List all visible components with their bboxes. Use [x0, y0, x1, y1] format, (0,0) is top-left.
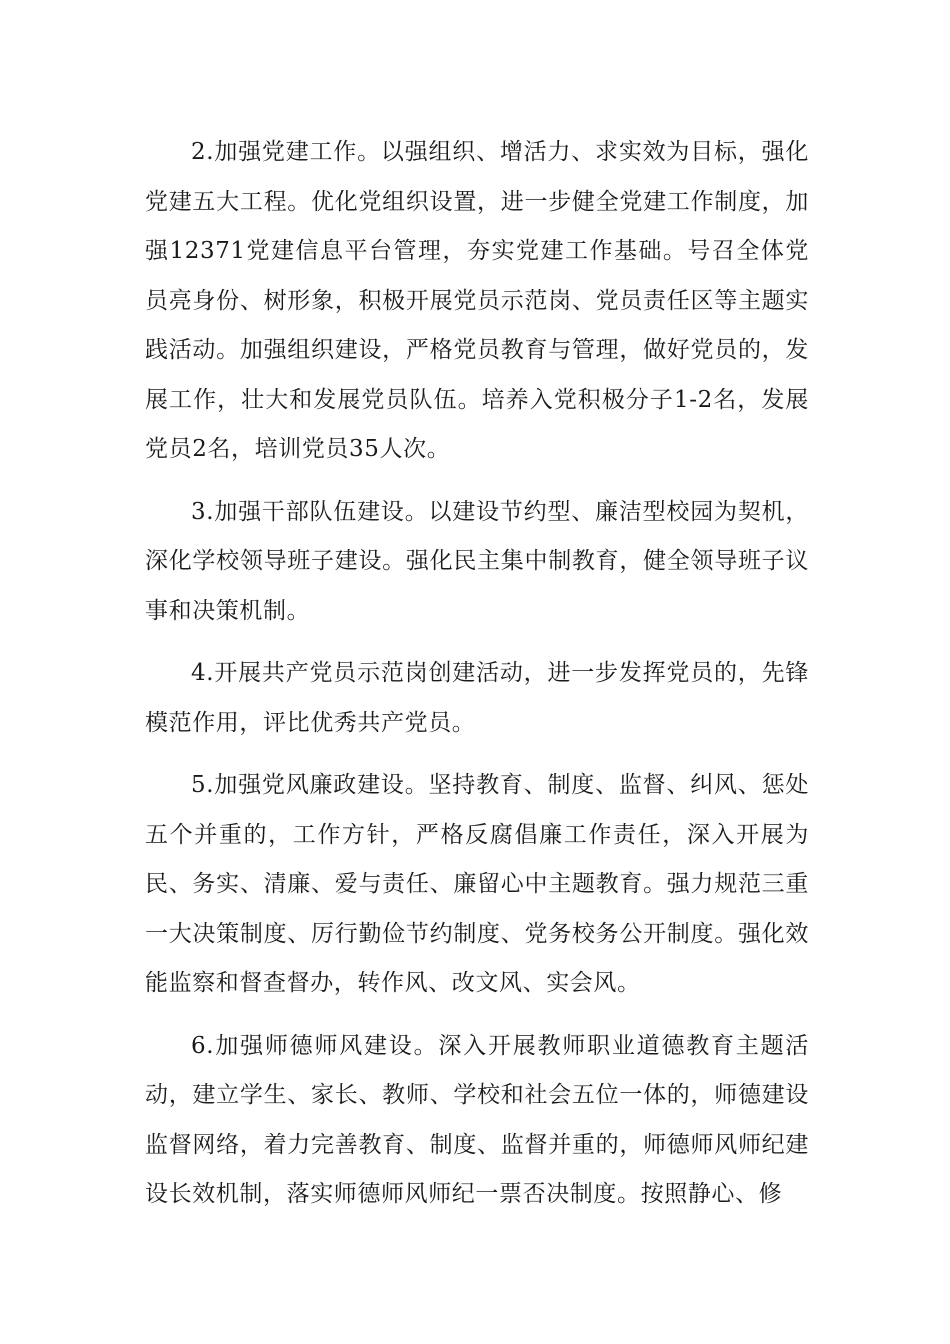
paragraph-2: 2.加强党建工作。以强组织、增活力、求实效为目标，强化党建五大工程。优化党组织设置，进一步健全党建工作制度，加强12371党建信息平台管理，夯实党建工作基础。号召全体党员亮身份、树形象，积极开展党员示范岗、党员责任区等主题实践活动。加强组织建设，严格党员教育与管理，做好党员的，发展工作，壮大和发展党员队伍。培养入党积极分子1-2名，发展党员2名，培训党员35人次。 [145, 139, 809, 462]
paragraph-4: 4.开展共产党员示范岗创建活动，进一步发挥党员的，先锋模范作用，评比优秀共产党员。 [145, 660, 809, 736]
paragraph-5: 5.加强党风廉政建设。坚持教育、制度、监督、纠风、惩处五个并重的，工作方针，严格反腐倡廉工作责任，深入开展为民、务实、清廉、爱与责任、廉留心中主题教育。强力规范三重一大决策制度、厉行勤俭节约制度、党务校务公开制度。强化效能监察和督查督办，转作风、改文风、实会风。 [145, 772, 809, 996]
document-body [145, 128, 809, 1233]
paragraph-3: 3.加强干部队伍建设。以建设节约型、廉洁型校园为契机，深化学校领导班子建设。强化民主集中制教育，健全领导班子议事和决策机制。 [145, 498, 809, 624]
paragraph-6: 6.加强师德师风建设。深入开展教师职业道德教育主题活动，建立学生、家长、教师、学校和社会五位一体的，师德建设监督网络，着力完善教育、制度、监督并重的，师德师风师纪建设长效机制，落实师德师风师纪一票否决制度。按照静心、修 [145, 1032, 809, 1207]
